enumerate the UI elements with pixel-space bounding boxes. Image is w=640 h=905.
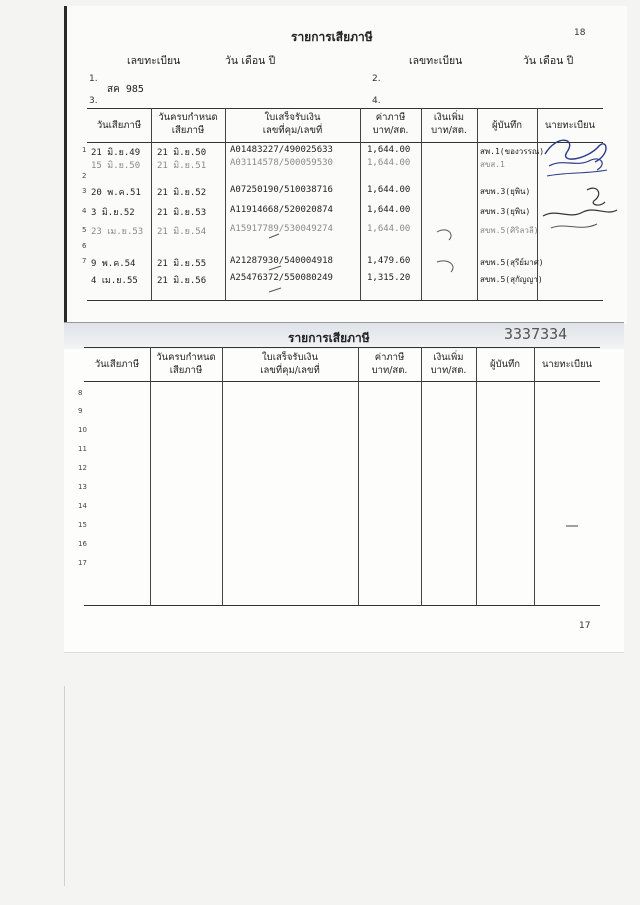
header-due-date-1: วันครบกำหนด bbox=[156, 352, 216, 363]
header-due-date-2: เสียภาษี bbox=[169, 365, 203, 376]
tax-record-upper-section bbox=[64, 6, 627, 324]
cell-pay-date: 20 พ.ค.51 bbox=[91, 188, 141, 198]
row-number: 9 bbox=[78, 407, 83, 415]
row-number: 8 bbox=[78, 389, 83, 397]
header-pay-date: วันเสียภาษี bbox=[96, 120, 142, 131]
cell-pay-date: 23 เม.ย.53 bbox=[91, 227, 144, 237]
row-number: 13 bbox=[78, 483, 87, 491]
header-recorder: ผู้บันทึก bbox=[491, 120, 523, 131]
cell-due-date: 21 มิ.ย.51 bbox=[157, 161, 207, 171]
cell-receipt: A11914668/520020874 bbox=[230, 205, 333, 215]
stray-mark bbox=[564, 521, 584, 531]
reg-label-2: เลขทะเบียน bbox=[409, 55, 463, 67]
reg-label-1: เลขทะเบียน bbox=[127, 55, 181, 67]
row-number: 3 bbox=[82, 187, 87, 195]
slot-3: 3. bbox=[89, 96, 98, 106]
row-number: 6 bbox=[82, 242, 87, 250]
tax-record-lower-section bbox=[64, 322, 624, 653]
header-due-date-1: วันครบกำหนด bbox=[158, 112, 218, 123]
row-number: 4 bbox=[82, 207, 87, 215]
cell-pay-date: 3 มิ.ย.52 bbox=[91, 208, 135, 218]
upper-title: รายการเสียภาษี bbox=[291, 30, 373, 44]
row-number: 12 bbox=[78, 464, 87, 472]
header-registrar: นายทะเบียน bbox=[544, 120, 596, 131]
cell-recorder: สขพ.5(สุกัญญา) bbox=[480, 275, 543, 284]
cell-receipt: A01483227/490025633 bbox=[230, 145, 333, 155]
row-number: 10 bbox=[78, 426, 87, 434]
date-label-2: วัน เดือน ปี bbox=[523, 55, 574, 67]
next-page-margin-line bbox=[64, 686, 65, 886]
cell-tax: 1,644.00 bbox=[367, 205, 411, 215]
cell-tax: 1,644.00 bbox=[367, 158, 411, 168]
date-label-1: วัน เดือน ปี bbox=[225, 55, 276, 67]
cell-receipt: A25476372/550080249 bbox=[230, 273, 333, 283]
header-receipt-1: ใบเสร็จรับเงิน bbox=[262, 352, 318, 363]
header-due-date-2: เสียภาษี bbox=[171, 125, 205, 136]
cell-due-date: 21 มิ.ย.55 bbox=[157, 259, 207, 269]
row-number: 15 bbox=[78, 521, 87, 529]
row-number: 5 bbox=[82, 226, 87, 234]
row-number: 16 bbox=[78, 540, 87, 548]
next-page-edge bbox=[64, 652, 624, 653]
cell-recorder: สขพ.5(สุรีย์มาศ) bbox=[480, 258, 544, 267]
registrar-signatures bbox=[537, 124, 621, 304]
header-tax-2: บาท/สต. bbox=[372, 125, 409, 136]
due-date-tick-marks bbox=[265, 230, 295, 300]
cell-tax: 1,644.00 bbox=[367, 145, 411, 155]
cell-pay-date: 15 มิ.ย.50 bbox=[91, 161, 141, 171]
header-tax-1: ค่าภาษี bbox=[375, 112, 406, 123]
cell-pay-date: 9 พ.ค.54 bbox=[91, 259, 136, 269]
cell-tax: 1,315.20 bbox=[367, 273, 411, 283]
cell-pay-date: 21 มิ.ย.49 bbox=[91, 148, 141, 158]
cell-due-date: 21 มิ.ย.53 bbox=[157, 208, 207, 218]
header-surcharge-2: บาท/สต. bbox=[431, 125, 467, 136]
row-number: 17 bbox=[78, 559, 87, 567]
cell-recorder: สขพ.3(ยุพิน) bbox=[480, 187, 531, 196]
page-number-top: 18 bbox=[574, 28, 586, 38]
cell-recorder: สขพ.3(ยุพิน) bbox=[480, 207, 531, 216]
cell-pay-date: 4 เม.ย.55 bbox=[91, 276, 138, 286]
cell-due-date: 21 มิ.ย.56 bbox=[157, 276, 207, 286]
header-receipt-1: ใบเสร็จรับเงิน bbox=[264, 112, 321, 123]
page-number-bottom: 17 bbox=[579, 621, 591, 631]
header-surcharge-1: เงินเพิ่ม bbox=[433, 112, 465, 123]
header-pay-date: วันเสียภาษี bbox=[94, 359, 140, 370]
row-number: 1 bbox=[82, 146, 87, 154]
cell-tax: 1,479.60 bbox=[367, 256, 411, 266]
header-receipt-2: เลขที่คุม/เลขที่ bbox=[260, 365, 320, 376]
slot-1-value: สค 985 bbox=[107, 84, 144, 95]
slot-2: 2. bbox=[372, 74, 381, 84]
cell-tax: 1,644.00 bbox=[367, 224, 411, 234]
row-number: 2 bbox=[82, 172, 87, 180]
row-number: 7 bbox=[82, 257, 87, 265]
cell-receipt: A15917789/530049274 bbox=[230, 224, 333, 234]
tax-ditto-marks bbox=[397, 132, 477, 302]
header-receipt-2: เลขที่คุม/เลขที่ bbox=[262, 125, 323, 136]
header-surcharge-1: เงินเพิ่ม bbox=[433, 352, 464, 363]
cell-recorder: สขส.1 bbox=[480, 160, 505, 169]
cell-receipt: A03114578/500059530 bbox=[230, 158, 333, 168]
header-recorder: ผู้บันทึก bbox=[489, 359, 521, 370]
cell-due-date: 21 มิ.ย.52 bbox=[157, 188, 207, 198]
cell-receipt: A21287930/540004918 bbox=[230, 256, 333, 266]
row-number: 11 bbox=[78, 445, 87, 453]
header-surcharge-2: บาท/สต. bbox=[430, 365, 467, 376]
cell-recorder: สพ.1(ของวรรณ) bbox=[480, 147, 545, 156]
cell-due-date: 21 มิ.ย.54 bbox=[157, 227, 207, 237]
cell-recorder: สขพ.5(ศิริลวลี) bbox=[480, 226, 539, 235]
header-tax-1: ค่าภาษี bbox=[374, 352, 405, 363]
cell-tax: 1,644.00 bbox=[367, 185, 411, 195]
cell-due-date: 21 มิ.ย.50 bbox=[157, 148, 207, 158]
header-registrar: นายทะเบียน bbox=[541, 359, 593, 370]
row-number: 14 bbox=[78, 502, 87, 510]
lower-title: รายการเสียภาษี bbox=[288, 331, 370, 345]
cell-receipt: A07250190/510038716 bbox=[230, 185, 333, 195]
slot-1: 1. bbox=[89, 74, 98, 84]
slot-4: 4. bbox=[372, 96, 381, 106]
header-tax-2: บาท/สต. bbox=[371, 365, 408, 376]
serial-number: 3337334 bbox=[504, 325, 568, 343]
